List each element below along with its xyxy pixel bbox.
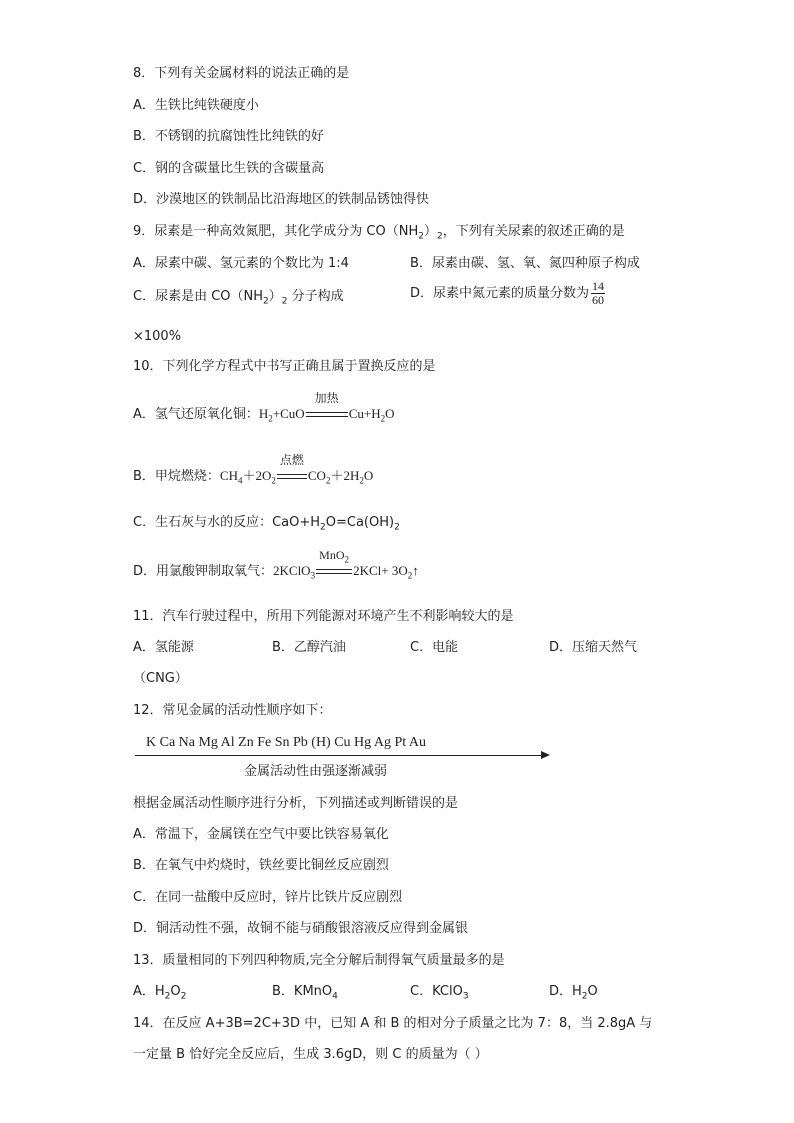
- q12-option-c: C．在同一盐酸中反应时，锌片比铁片反应剧烈: [133, 890, 403, 905]
- q11-option-d: D．压缩天然气: [549, 640, 638, 655]
- q8-stem: 8．下列有关金属材料的说法正确的是: [133, 66, 350, 81]
- q9-option-d-cont: ×100%: [133, 329, 182, 344]
- fraction: $\frac{14}{60}$: [592, 279, 605, 307]
- q11-option-b: B．乙醇汽油: [272, 640, 346, 655]
- q12-option-b: B．在氧气中灼烧时，铁丝要比铜丝反应剧烈: [133, 858, 389, 873]
- q12-option-a: A．常温下，金属镁在空气中要比铁容易氧化: [133, 827, 389, 842]
- activity-arrow-line: [135, 755, 543, 756]
- q12-stem: 12．常见金属的活动性顺序如下：: [133, 703, 332, 718]
- q8-option-d: D．沙漠地区的铁制品比沿海地区的铁制品锈蚀得快: [133, 192, 430, 207]
- q11-option-a: A．氢能源: [133, 640, 194, 655]
- q13-stem: 13．质量相同的下列四种物质,完全分解后制得氧气质量最多的是: [133, 953, 505, 968]
- q11-stem: 11．汽车行驶过程中，所用下列能源对环境产生不利影响较大的是: [133, 609, 514, 624]
- q10-option-b: B．甲烷燃烧：$CH_4+2O_2$ 点燃 $CO_2+2H_2O$: [133, 453, 374, 486]
- q9-option-c: C．尿素是由 $CO(NH_2)_2$ 分子构成: [133, 289, 344, 307]
- arrow-right-icon: [541, 751, 550, 759]
- q9-option-b: B．尿素由碳、氢、氧、氮四种原子构成: [410, 256, 640, 271]
- q9-options-ab: [133, 255, 733, 273]
- reaction-condition: 加热: [306, 406, 348, 424]
- q9-options-cd: [133, 279, 733, 311]
- q10-option-d: D．用氯酸钾制取氧气：2KClO$_3$ MnO$_2$ $2KCl+ 3O_2↑$: [133, 548, 419, 581]
- q12-lead: 根据金属活动性顺序进行分析，下列描述或判断错误的是: [133, 796, 459, 811]
- q9-stem: 9．尿素是一种高效氮肥，其化学成分为 $CO(NH_2)_2$，下列有关尿素的叙述正确的是: [133, 224, 625, 242]
- q11-option-c: C．电能: [410, 640, 459, 655]
- q8-option-b: B．不锈钢的抗腐蚀性比纯铁的好: [133, 129, 324, 144]
- activity-arrow-label: 金属活动性由强逐渐减弱: [244, 764, 388, 779]
- q10-option-c: C．生石灰与水的反应：$CaO+H_2O=Ca(OH)_2$: [133, 515, 400, 533]
- q14-line1: 14．在反应 A+3B=2C+3D 中，已知 A 和 B 的相对分子质量之比为 7：8，当 2.8gA 与: [133, 1016, 653, 1031]
- q8-option-c: C．钢的含碳量比生铁的含碳量高: [133, 161, 325, 176]
- q9-option-d: D．尿素中氮元素的质量分数为 $\frac{14}{60}$: [410, 279, 605, 307]
- q13-option-a: A．$H_2O_2$: [133, 984, 187, 1002]
- q10-option-a: A．氢气还原氧化铜：$H_2+CuO$ 加热 $Cu+H_2O$: [133, 391, 395, 424]
- q8-option-a: A．生铁比纯铁硬度小: [133, 98, 259, 113]
- q11-option-d-cont: （CNG）: [133, 671, 188, 686]
- q13-option-b: B．KMnO$_4$: [272, 984, 338, 1002]
- q13-option-c: C．KClO$_3$: [410, 984, 469, 1002]
- q9-option-a: A．尿素中碳、氢元素的个数比为 1:4: [133, 256, 349, 271]
- activity-series: K Ca Na Mg Al Zn Fe Sn Pb (H) Cu Hg Ag Pt Au: [146, 735, 427, 750]
- q12-option-d: D．铜活动性不强，故铜不能与硝酸银溶液反应得到金属银: [133, 921, 469, 936]
- q14-line2: 一定量 B 恰好完全反应后，生成 3.6gD，则 C 的质量为（ ）: [133, 1047, 488, 1062]
- q10-stem: 10．下列化学方程式中书写正确且属于置换反应的是: [133, 359, 436, 374]
- reaction-condition: MnO$_2$: [316, 563, 352, 581]
- q13-option-d: D．$H_2O$: [549, 984, 598, 1002]
- reaction-condition: 点燃: [277, 468, 307, 486]
